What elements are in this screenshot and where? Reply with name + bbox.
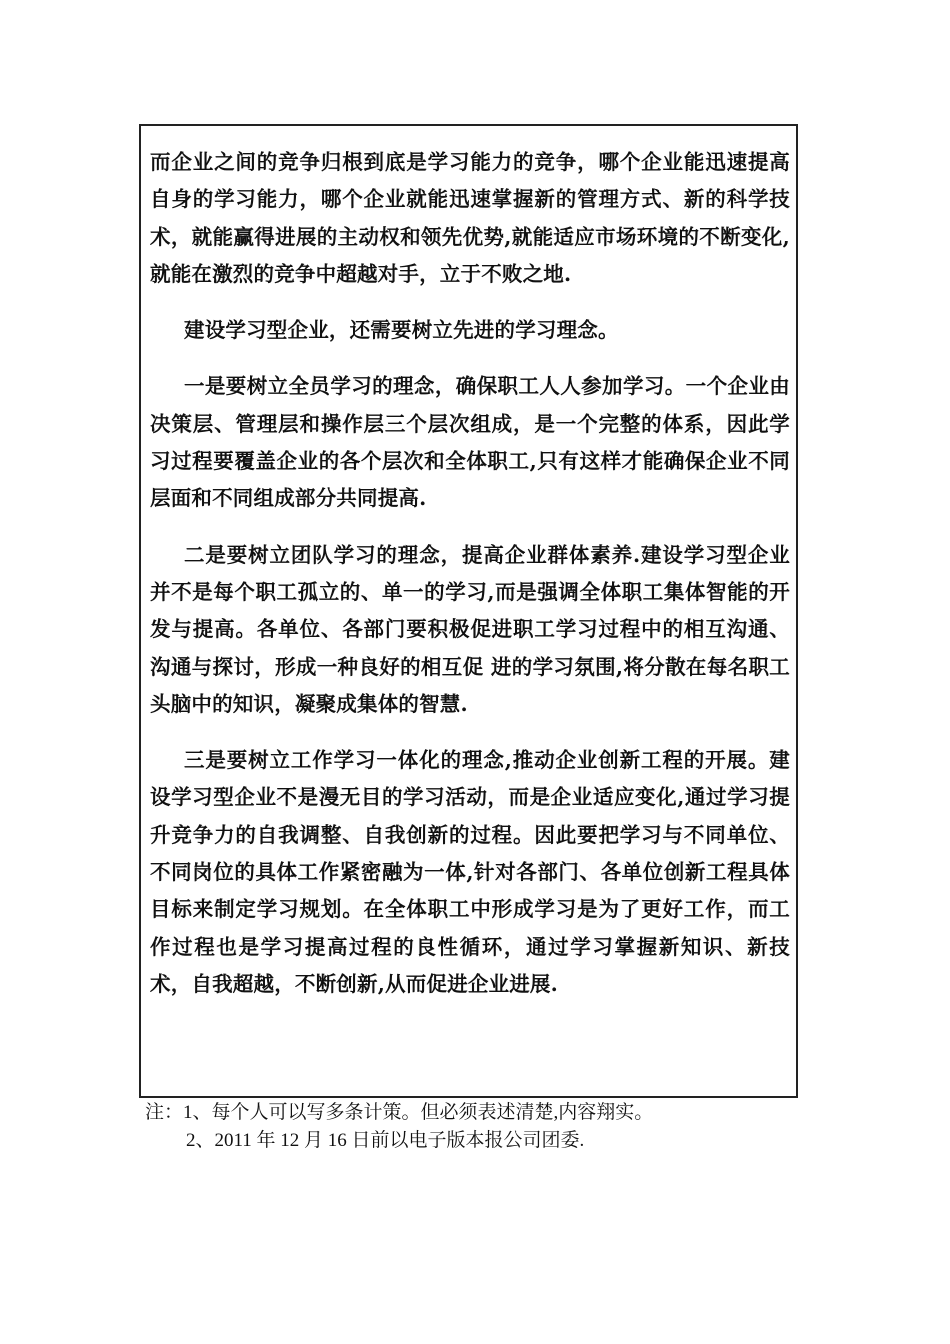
content-body xyxy=(150,144,790,1022)
paragraph-competition: 而企业之间的竞争归根到底是学习能力的竞争，哪个企业能迅速提高自身的学习能力，哪个企业就能迅速掌握新的管理方式、新的科学技术，就能赢得进展的主动权和领先优势,就能适应市场环境的不断变化,就能在激烈的竞争中超越对手，立于不败之地. xyxy=(150,150,790,286)
note-line-2: 2、2011 年 12 月 16 日前以电子版本报公司团委. xyxy=(186,1130,585,1151)
note-line-1: 注：1、每个人可以写多条计策。但必须表述清楚,内容翔实。 xyxy=(145,1102,654,1123)
paragraph-point-three: 三是要树立工作学习一体化的理念,推动企业创新工程的开展。建设学习型企业不是漫无目的学习活动，而是企业适应变化,通过学习提升竞争力的自我调整、自我创新的过程。因此要把学习与不同单位、不同岗位的具体工作紧密融为一体,针对各部门、各单位创新工程具体目标来制定学习规划。在全体职工中形成学习是为了更好工作，而工作过程也是学习提高过程的良性循环，通过学习掌握新知识、新技术，自我超越，不断创新,从而促进企业进展. xyxy=(150,748,790,996)
paragraph-point-two: 二是要树立团队学习的理念，提高企业群体素养.建设学习型企业并不是每个职工孤立的、单一的学习,而是强调全体职工集体智能的开发与提高。各单位、各部门要积极促进职工学习过程中的相互沟通、沟通与探讨，形成一种良好的相互促 进的学习氛围,将分散在每名职工头脑中的知识，凝聚成集体的智慧. xyxy=(150,542,790,716)
paragraph-point-one: 一是要树立全员学习的理念，确保职工人人参加学习。一个企业由决策层、管理层和操作层三个层次组成，是一个完整的体系，因此学习过程要覆盖企业的各个层次和全体职工,只有这样才能确保企业不同层面和不同组成部分共同提高. xyxy=(150,374,790,511)
paragraph-learning-concept: 建设学习型企业，还需要树立先进的学习理念。 xyxy=(184,318,619,343)
content-box xyxy=(139,124,798,1098)
